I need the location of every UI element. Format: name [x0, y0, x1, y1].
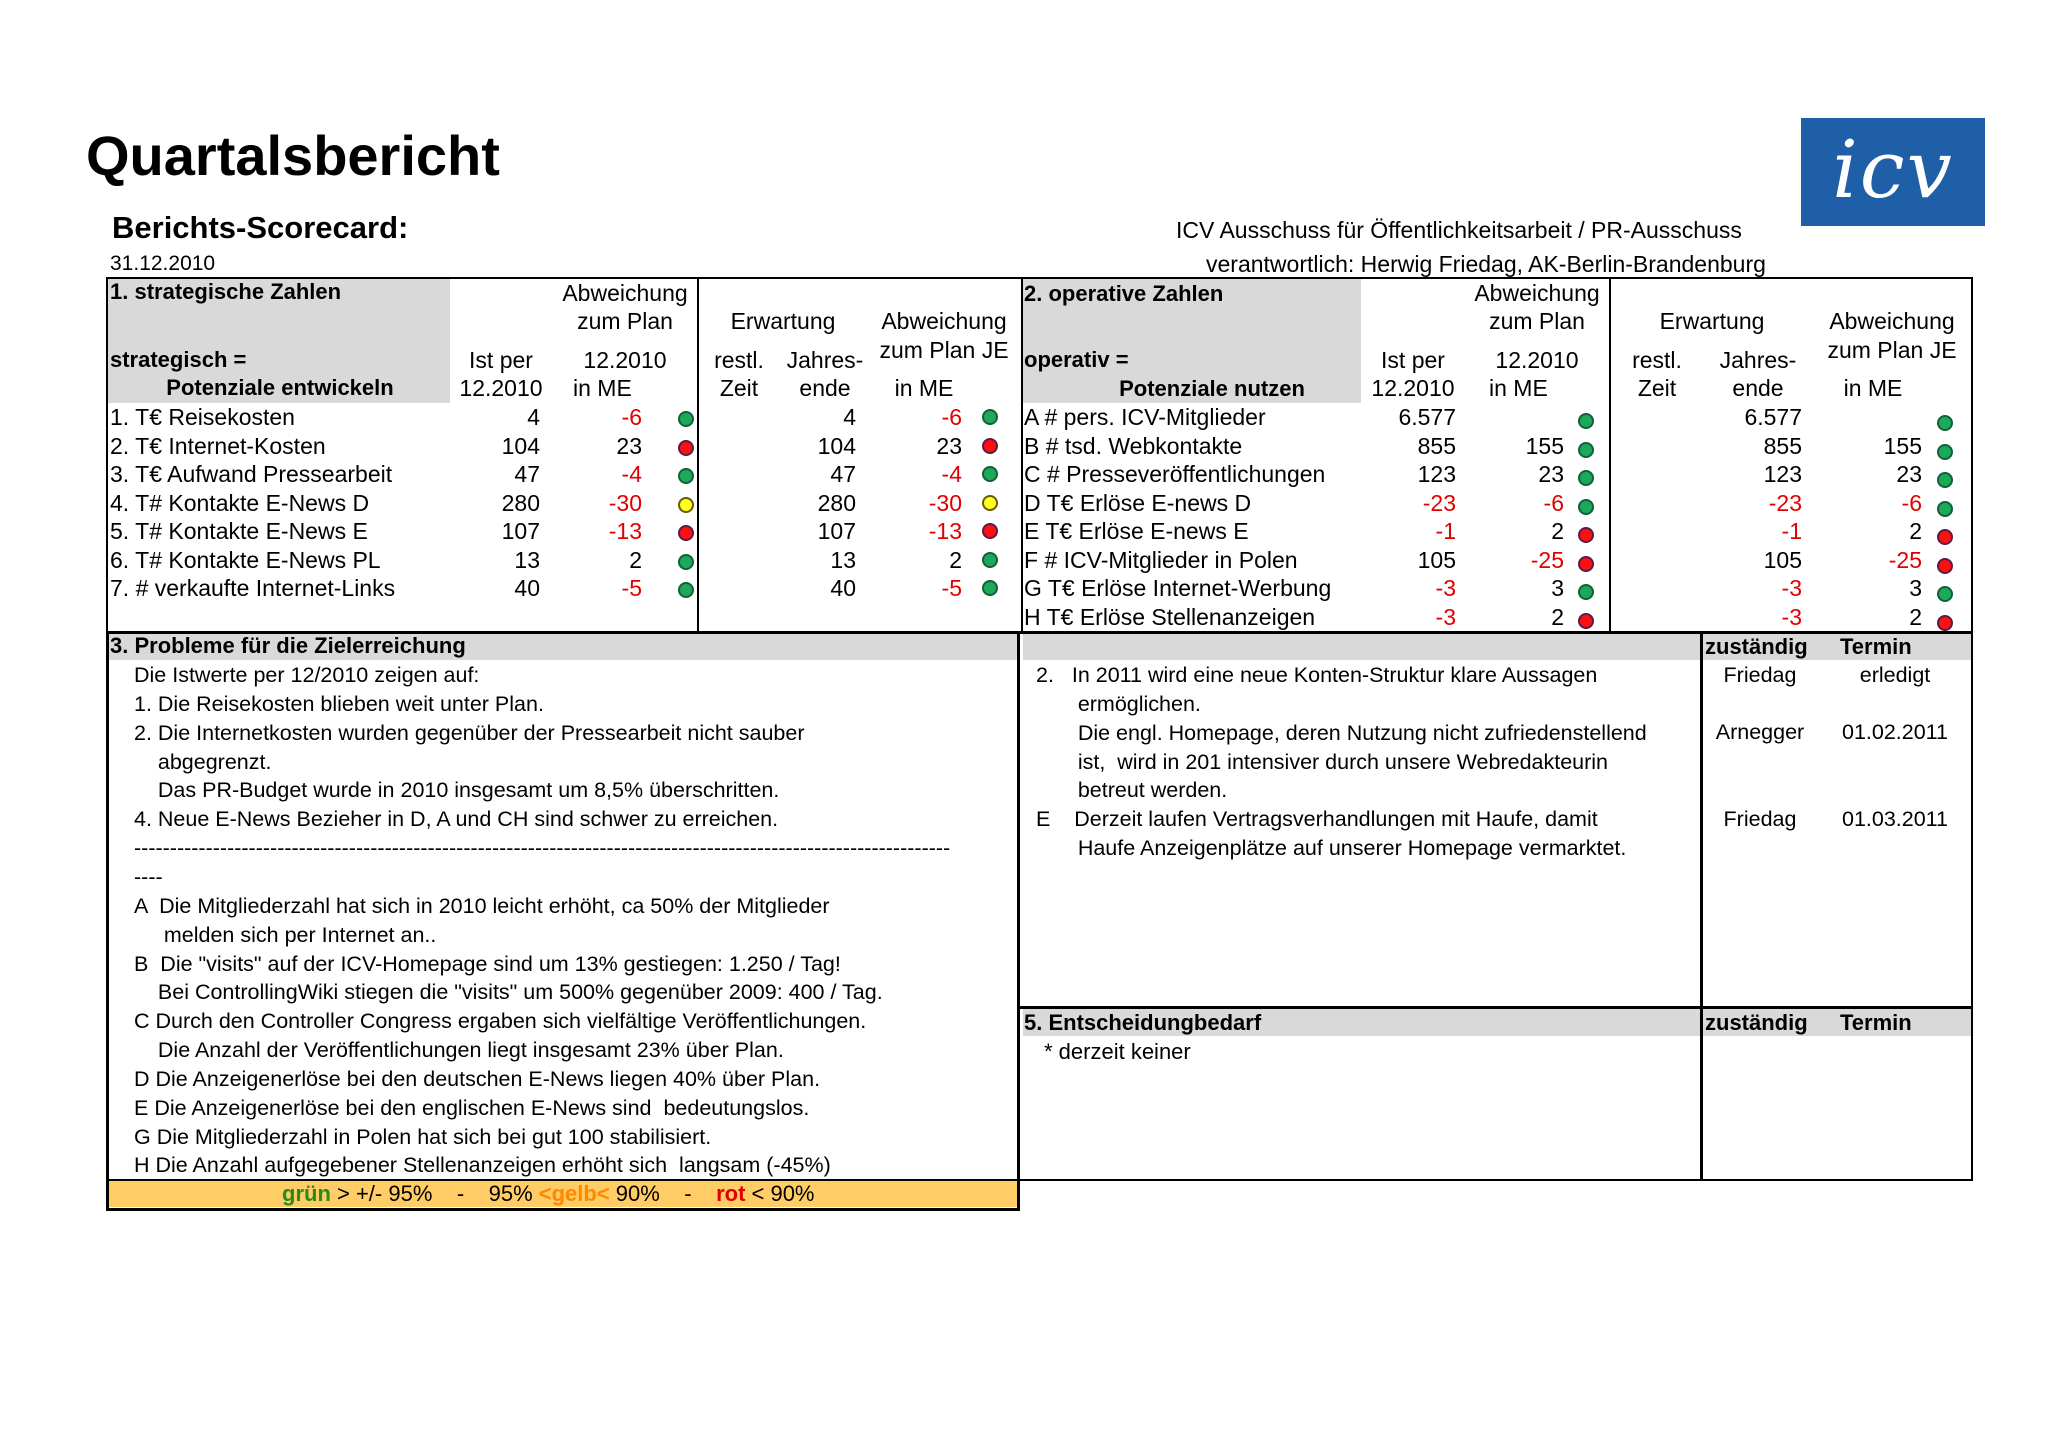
problems-section-title: 3. Probleme für die Zielerreichung [110, 633, 466, 658]
strategic-row-abweichung: -4 [621, 461, 642, 487]
operative-row-abweichung-je: -25 [1888, 546, 1922, 573]
problem-line: H Die Anzahl aufgegebener Stellenanzeigen erhöht sich langsam (-45%) [134, 1153, 831, 1178]
legend-green-text: > +/- 95% - 95% [330, 1181, 539, 1206]
problem-line: 1. Die Reisekosten blieben weit unter Plan. [134, 691, 544, 716]
strategic-row-abweichung-je: 23 [936, 432, 962, 459]
op-header-ende: ende [1732, 375, 1784, 401]
status-light-icon [1937, 501, 1953, 517]
measure-line: ermöglichen. [1036, 691, 1201, 716]
strategic-row-jahresende: 13 [830, 546, 856, 573]
operative-row-label: G T€ Erlöse Internet-Werbung [1024, 575, 1332, 601]
legend-red-text: < 90% [745, 1181, 815, 1206]
status-light-icon [982, 552, 998, 568]
problem-line: 2. Die Internetkosten wurden gegenüber der Pressearbeit nicht sauber [134, 720, 805, 745]
icv-logo [1801, 118, 1985, 226]
strategic-row-label: 3. T€ Aufwand Pressearbeit [110, 461, 393, 487]
status-light-icon [1578, 613, 1594, 629]
page-title: Quartalsbericht [86, 124, 500, 187]
strategic-row-abweichung: -30 [608, 489, 642, 516]
status-light-icon [1937, 558, 1953, 574]
problem-line: A Die Mitgliederzahl hat sich in 2010 leicht erhöht, ca 50% der Mitglieder [134, 893, 830, 918]
status-light-icon [1578, 556, 1594, 572]
header-abw-je-unit: in ME [894, 375, 954, 401]
status-light-icon [982, 438, 998, 454]
status-light-icon [982, 580, 998, 596]
operative-row-ist: 855 [1417, 432, 1456, 459]
strategic-row-abweichung-je: -4 [941, 461, 962, 487]
op-header-restl: restl. [1632, 347, 1682, 373]
header-abw-unit: in ME [573, 375, 632, 401]
strategic-row-jahresende: 107 [817, 518, 856, 544]
strategic-row-label: 2. T€ Internet-Kosten [110, 432, 326, 459]
strategic-row-abweichung: 23 [616, 432, 642, 459]
measures-col-responsible: zuständig [1705, 634, 1808, 659]
problem-line: melden sich per Internet an.. [134, 922, 437, 947]
problem-line: G Die Mitgliederzahl in Polen hat sich bei gut 100 stabilisiert. [134, 1124, 712, 1149]
status-light-icon [1937, 415, 1953, 431]
header-zeit: Zeit [719, 375, 759, 401]
operative-row-abweichung: -25 [1530, 546, 1564, 573]
operative-row-label: A # pers. ICV-Mitglieder [1024, 404, 1266, 430]
assignment-date: 01.03.2011 [1841, 807, 1948, 831]
op-header-abw-je: Abweichung [1829, 308, 1955, 334]
status-light-icon [1578, 527, 1594, 543]
op-header-jahresende: Jahres- [1719, 347, 1797, 373]
problem-line: ---- [134, 864, 163, 889]
operative-row-abweichung-je: 3 [1909, 575, 1922, 601]
problem-line: Bei ControllingWiki stiegen die "visits" um 500% gegenüber 2009: 400 / Tag. [134, 980, 883, 1005]
strategic-row-ist: 104 [501, 432, 540, 459]
operative-row-ist: -1 [1435, 518, 1456, 544]
status-light-icon [678, 554, 694, 570]
measures-header-bg [1023, 633, 1971, 660]
status-light-icon [678, 468, 694, 484]
strategic-row-jahresende: 4 [843, 404, 856, 430]
status-light-icon [982, 466, 998, 482]
operative-row-ist: -3 [1435, 575, 1456, 601]
operative-row-ist: 6.577 [1398, 404, 1456, 430]
decisions-text: * derzeit keiner [1044, 1039, 1191, 1064]
operative-row-label: F # ICV-Mitglieder in Polen [1024, 546, 1298, 573]
measure-line: Die engl. Homepage, deren Nutzung nicht zufriedenstellend [1036, 720, 1647, 745]
logo-text: icv [1832, 123, 1954, 216]
problem-line: B Die "visits" auf der ICV-Homepage sind um 13% gestiegen: 1.250 / Tag! [134, 951, 841, 976]
operative-row-jahresende: 123 [1763, 461, 1802, 487]
op-header-abweichung: Abweichung [1474, 280, 1600, 306]
header-jahresende: Jahres- [786, 347, 864, 373]
header-abw-je: Abweichung [881, 308, 1007, 334]
op-header-erwartung: Erwartung [1659, 308, 1765, 334]
measure-line: 2. In 2011 wird eine neue Konten-Struktur klare Aussagen [1036, 663, 1598, 687]
status-light-icon [982, 409, 998, 425]
op-header-zum-plan-je: zum Plan JE [1827, 337, 1957, 363]
operative-row-abweichung-je: 23 [1896, 461, 1922, 487]
measure-line: Haufe Anzeigenplätze auf unserer Homepage vermarktet. [1036, 836, 1627, 861]
strategic-row-abweichung: -5 [621, 575, 642, 601]
strategic-row-label: 6. T# Kontakte E-News PL [110, 546, 381, 573]
op-header-abw-je-unit: in ME [1843, 375, 1903, 401]
strategic-row-abweichung-je: -6 [941, 404, 962, 430]
problem-line: ------------------------------------------------------------------------------------------------------------------ [134, 836, 951, 861]
status-light-icon [1937, 615, 1953, 631]
operative-row-jahresende: -23 [1768, 489, 1802, 516]
assignment-date: 01.02.2011 [1841, 720, 1948, 744]
header-ist-date: 12.2010 [459, 375, 543, 401]
operative-row-jahresende: 105 [1763, 546, 1802, 573]
problem-line: E Die Anzeigenerlöse bei den englischen E-News sind bedeutungslos. [134, 1095, 810, 1120]
measure-line: E Derzeit laufen Vertragsverhandlungen mit Haufe, damit [1036, 807, 1598, 832]
problem-line: Die Istwerte per 12/2010 zeigen auf: [134, 663, 480, 687]
problem-line: 4. Neue E-News Bezieher in D, A und CH sind schwer zu erreichen. [134, 807, 779, 832]
strategic-row-abweichung: 2 [629, 546, 642, 573]
decisions-col-responsible: zuständig [1705, 1010, 1808, 1035]
legend-yellow-text: 90% - [609, 1181, 717, 1206]
status-light-icon [1937, 529, 1953, 545]
strategic-row-ist: 40 [514, 575, 540, 601]
op-header-ist-date: 12.2010 [1371, 375, 1455, 401]
strategic-row-label: 4. T# Kontakte E-News D [110, 489, 370, 516]
operative-row-ist: -3 [1435, 603, 1456, 630]
strategic-row-jahresende: 40 [830, 575, 856, 601]
header-erwartung: Erwartung [730, 308, 836, 334]
decisions-section-title: 5. Entscheidungbedarf [1024, 1010, 1262, 1035]
report-date: 31.12.2010 [110, 252, 216, 275]
operative-row-label: C # Presseveröffentlichungen [1024, 461, 1326, 487]
strategic-row-ist: 280 [501, 489, 540, 516]
operative-row-jahresende: -3 [1781, 603, 1802, 630]
operative-row-abweichung: 3 [1551, 575, 1564, 601]
status-light-icon [678, 525, 694, 541]
strategic-label-sub: Potenziale entwickeln [166, 375, 394, 400]
legend-yellow-label: <gelb< [538, 1181, 610, 1206]
strategic-row-label: 5. T# Kontakte E-News E [110, 518, 368, 544]
strategic-label: strategisch = [110, 347, 247, 372]
strategic-row-ist: 4 [527, 404, 540, 430]
operative-row-label: D T€ Erlöse E-news D [1024, 489, 1252, 516]
problem-line: D Die Anzeigenerlöse bei den deutschen E-News liegen 40% über Plan. [134, 1066, 821, 1091]
header-ende: ende [799, 375, 851, 401]
strategic-row-jahresende: 47 [830, 461, 856, 487]
assignment-date: erledigt [1859, 663, 1931, 687]
status-light-icon [1578, 584, 1594, 600]
operative-row-ist: 105 [1417, 546, 1456, 573]
strategic-row-ist: 47 [514, 461, 540, 487]
header-abw-date: 12.2010 [583, 347, 667, 373]
measures-col-date: Termin [1840, 634, 1912, 659]
problem-line: Das PR-Budget wurde in 2010 insgesamt um 8,5% überschritten. [134, 778, 780, 803]
status-light-icon [1937, 444, 1953, 460]
operative-row-abweichung-je: 155 [1883, 432, 1922, 459]
measure-line: betreut werden. [1036, 778, 1228, 803]
operative-row-ist: 123 [1417, 461, 1456, 487]
operative-row-label: E T€ Erlöse E-news E [1024, 518, 1249, 544]
operative-row-label: H T€ Erlöse Stellenanzeigen [1024, 603, 1316, 630]
operative-row-abweichung: 23 [1538, 461, 1564, 487]
header-zum-plan: zum Plan [577, 308, 673, 334]
op-header-zum-plan: zum Plan [1489, 308, 1585, 334]
operative-row-abweichung: -6 [1543, 489, 1564, 516]
organization: ICV Ausschuss für Öffentlichkeitsarbeit / PR-Ausschuss [1176, 217, 1742, 243]
status-light-icon [1937, 472, 1953, 488]
strategic-row-label: 7. # verkaufte Internet-Links [110, 575, 396, 601]
status-light-icon [678, 411, 694, 427]
strategic-row-jahresende: 280 [817, 489, 856, 516]
operative-row-ist: -23 [1422, 489, 1456, 516]
traffic-light-legend [282, 1181, 815, 1207]
strategic-row-abweichung-je: -13 [928, 518, 962, 544]
assignment-responsible: Friedag [1723, 807, 1797, 831]
assignment-responsible: Friedag [1723, 663, 1797, 687]
header-ist: Ist per [469, 347, 533, 373]
strategic-section-title: 1. strategische Zahlen [110, 279, 342, 304]
op-header-abw-unit: in ME [1489, 375, 1548, 401]
status-light-icon [1578, 499, 1594, 515]
operative-row-jahresende: -3 [1781, 575, 1802, 601]
legend-green-label: grün [282, 1181, 331, 1206]
operative-row-jahresende: 6.577 [1744, 404, 1802, 430]
operative-row-abweichung: 155 [1525, 432, 1564, 459]
strategic-row-ist: 107 [501, 518, 540, 544]
strategic-row-label: 1. T€ Reisekosten [110, 404, 295, 430]
status-light-icon [982, 495, 998, 511]
operative-label: operativ = [1024, 347, 1129, 372]
problem-line: abgegrenzt. [134, 749, 272, 774]
strategic-row-ist: 13 [514, 546, 540, 573]
operative-row-abweichung: 2 [1551, 603, 1564, 630]
strategic-row-abweichung: -13 [608, 518, 642, 544]
decisions-col-date: Termin [1840, 1010, 1912, 1035]
status-light-icon [678, 440, 694, 456]
strategic-row-abweichung: -6 [621, 404, 642, 430]
legend-red-label: rot [716, 1181, 746, 1206]
op-header-zeit: Zeit [1637, 375, 1677, 401]
status-light-icon [1578, 442, 1594, 458]
strategic-row-abweichung-je: 2 [949, 546, 962, 573]
problem-line: C Durch den Controller Congress ergaben sich vielfältige Veröffentlichungen. [134, 1009, 867, 1034]
status-light-icon [678, 497, 694, 513]
op-header-abw-date: 12.2010 [1495, 347, 1579, 373]
operative-row-abweichung-je: 2 [1909, 518, 1922, 544]
operative-section-title: 2. operative Zahlen [1024, 281, 1224, 306]
status-light-icon [1937, 586, 1953, 602]
scorecard-subtitle: Berichts-Scorecard: [112, 210, 409, 245]
status-light-icon [678, 582, 694, 598]
operative-row-abweichung-je: -6 [1901, 489, 1922, 516]
operative-label-sub: Potenziale nutzen [1119, 376, 1305, 401]
operative-row-label: B # tsd. Webkontakte [1024, 432, 1243, 459]
strategic-row-jahresende: 104 [817, 432, 856, 459]
responsible-person: verantwortlich: Herwig Friedag, AK-Berlin-Brandenburg [1206, 251, 1766, 277]
status-light-icon [1578, 470, 1594, 486]
strategic-row-abweichung-je: -5 [941, 575, 962, 601]
problem-line: Die Anzahl der Veröffentlichungen liegt insgesamt 23% über Plan. [134, 1038, 784, 1063]
status-light-icon [982, 523, 998, 539]
status-light-icon [1578, 413, 1594, 429]
operative-row-abweichung-je: 2 [1909, 603, 1922, 630]
header-abweichung: Abweichung [562, 280, 688, 306]
operative-row-jahresende: 855 [1763, 432, 1802, 459]
operative-row-jahresende: -1 [1781, 518, 1802, 544]
op-header-ist: Ist per [1381, 347, 1445, 373]
operative-row-abweichung: 2 [1551, 518, 1564, 544]
strategic-row-abweichung-je: -30 [928, 489, 962, 516]
assignment-responsible: Arnegger [1715, 720, 1805, 744]
header-restl: restl. [714, 347, 764, 373]
header-zum-plan-je: zum Plan JE [879, 337, 1009, 363]
measure-line: ist, wird in 201 intensiver durch unsere Webredakteurin [1036, 749, 1609, 774]
